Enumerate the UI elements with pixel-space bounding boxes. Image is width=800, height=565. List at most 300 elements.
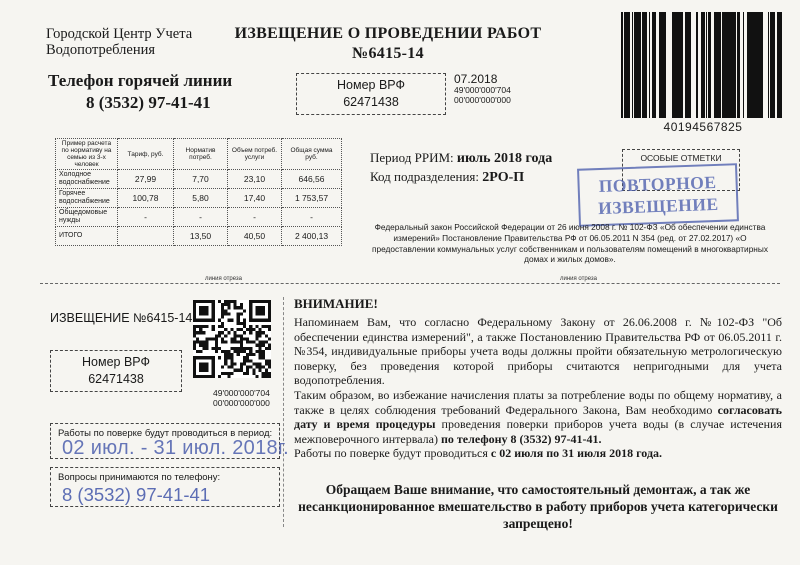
qr-module — [246, 366, 249, 369]
qr-module — [259, 344, 262, 347]
barcode-bar — [743, 12, 744, 118]
qr-module — [255, 366, 258, 369]
qr-module — [237, 312, 240, 315]
qr-module — [196, 337, 199, 340]
qr-module — [212, 325, 215, 328]
qr-module — [265, 325, 268, 328]
table-cell: 27,99 — [118, 170, 174, 189]
qr-module — [246, 372, 249, 375]
table-cell: - — [228, 208, 282, 227]
qr-module — [249, 366, 252, 369]
barcode-bar — [708, 12, 709, 118]
qr-module — [221, 309, 224, 312]
qr-module — [246, 341, 249, 344]
qr-module — [268, 359, 271, 362]
qr-module — [234, 369, 237, 372]
vertical-cut-line — [283, 297, 284, 527]
qr-module — [262, 350, 265, 353]
barcode-bar — [706, 12, 707, 118]
barcode-bar — [714, 12, 717, 118]
table-cell: - — [174, 208, 228, 227]
barcode-bar — [621, 12, 622, 118]
qr-module — [218, 356, 221, 359]
qr-module — [259, 366, 262, 369]
qr-module — [215, 350, 218, 353]
qr-module — [259, 369, 262, 372]
qr-module — [246, 353, 249, 356]
period-label: Период РРИМ: — [370, 150, 454, 165]
qr-module — [221, 316, 224, 319]
qr-module — [249, 328, 252, 331]
qr-module — [230, 372, 233, 375]
barcode-bar — [643, 12, 645, 118]
table-cell: - — [282, 208, 342, 227]
qr-module — [218, 325, 221, 328]
vrf-label: Номер ВРФ — [82, 355, 150, 369]
barcode-bar — [779, 12, 780, 118]
qr-module — [252, 353, 255, 356]
qr-module — [259, 353, 262, 356]
barcode-bar — [777, 12, 779, 118]
qr-module — [221, 325, 224, 328]
barcode-bar — [747, 12, 749, 118]
table-header-cell: Пример расчета по нормативу на семью из 3-х человек — [56, 139, 118, 170]
barcode-bar — [749, 12, 752, 118]
qr-module — [243, 372, 246, 375]
text-bold: с 02 июля по 31 июля 2018 года. — [490, 446, 663, 461]
qr-code-image — [193, 300, 271, 378]
attention-heading: ВНИМАНИЕ! — [294, 296, 378, 311]
barcode-bar — [685, 12, 687, 118]
qr-module — [218, 347, 221, 350]
qr-module — [218, 334, 221, 337]
barcode-bar — [774, 12, 775, 118]
barcode-bar — [690, 12, 691, 118]
qr-module — [240, 341, 243, 344]
vrf-label: Номер ВРФ — [337, 78, 405, 92]
qr-module — [262, 331, 265, 334]
qr-module — [262, 325, 265, 328]
barcode-bar — [722, 12, 723, 118]
table-cell: 13,50 — [174, 227, 228, 246]
qr-module — [224, 300, 227, 303]
qr-module — [212, 328, 215, 331]
qr-module — [202, 325, 205, 328]
table-row — [56, 189, 342, 208]
qr-module — [224, 334, 227, 337]
notice-body-text — [294, 315, 782, 461]
qr-module — [268, 366, 271, 369]
qr-module — [234, 362, 237, 365]
qr-module — [227, 303, 230, 306]
qr-module — [193, 325, 196, 328]
barcode-bar — [664, 12, 666, 118]
barcode-bar — [629, 12, 630, 118]
table-cell: 2 400,13 — [282, 227, 342, 246]
qr-module — [268, 344, 271, 347]
barcode-bar — [636, 12, 638, 118]
qr-module — [268, 372, 271, 375]
qr-module — [265, 334, 268, 337]
qr-module — [268, 347, 271, 350]
qr-module — [259, 362, 262, 365]
qr-module — [265, 362, 268, 365]
barcode-bar — [675, 12, 676, 118]
text-span: Таким образом, во избежание начисления платы за потребление воды по общему нормативу, а также в целях соблюдения требований Федерального Закона, Вам необходимо — [294, 387, 782, 417]
qr-module — [202, 341, 205, 344]
qr-module — [240, 369, 243, 372]
qr-module — [237, 347, 240, 350]
qr-module — [221, 303, 224, 306]
qr-module — [262, 344, 265, 347]
qr-module — [249, 359, 252, 362]
qr-module — [246, 359, 249, 362]
barcode-bar — [756, 12, 758, 118]
works-period-label: Работы по поверке будут проводиться в период: — [58, 428, 273, 439]
qr-module — [268, 325, 271, 328]
qr-module — [262, 356, 265, 359]
qr-module — [252, 341, 255, 344]
period-line — [370, 150, 552, 167]
barcode-bar — [762, 12, 763, 118]
qr-module — [234, 337, 237, 340]
qr-module — [193, 334, 196, 337]
qr-module — [230, 359, 233, 362]
qr-module — [224, 356, 227, 359]
barcode-bar — [720, 12, 721, 118]
qr-module — [265, 369, 268, 372]
qr-module — [202, 344, 205, 347]
account-code-stub — [213, 389, 270, 408]
qr-module — [255, 337, 258, 340]
qr-module — [265, 359, 268, 362]
body-paragraph-2 — [294, 388, 782, 446]
qr-module — [249, 347, 252, 350]
code-line-1: 49'000'000'704 — [213, 388, 270, 398]
qr-module — [196, 341, 199, 344]
qr-module — [193, 344, 196, 347]
qr-module — [243, 325, 246, 328]
qr-module — [193, 328, 196, 331]
qr-module — [237, 306, 240, 309]
qr-module — [246, 369, 249, 372]
qr-module — [234, 303, 237, 306]
barcode-bar — [622, 12, 623, 118]
qr-module — [262, 353, 265, 356]
table-cell: 646,56 — [282, 170, 342, 189]
qr-module — [243, 362, 246, 365]
text-span: Работы по поверке будут проводиться — [294, 446, 491, 461]
repeat-notice-stamp — [577, 163, 739, 227]
qr-module — [259, 328, 262, 331]
qr-module — [259, 350, 262, 353]
qr-module — [255, 362, 258, 365]
qr-module — [237, 322, 240, 325]
department-value: 2РО-П — [482, 170, 525, 185]
qr-module — [212, 337, 215, 340]
qr-module — [224, 341, 227, 344]
barcode-bar — [634, 12, 636, 118]
qr-module — [199, 344, 202, 347]
qr-module — [240, 366, 243, 369]
qr-module — [249, 331, 252, 334]
qr-module — [243, 356, 246, 359]
law-reference: Федеральный закон Российской Федерации от 26 июня 2008 г. № 102-ФЗ «Об обеспечении единства измерений» Постановление Правительства РФ от 06.05.2011 N 354 (ред. от 27.02.2017) «О предоставлении коммунальных услуг собственникам и пользователям помещений в многоквартирных домах и жилых домов». — [371, 222, 768, 265]
barcode-bar — [696, 12, 697, 118]
qr-module — [234, 331, 237, 334]
qr-module — [221, 350, 224, 353]
qr-module — [240, 337, 243, 340]
barcode-bar — [687, 12, 690, 118]
qr-module — [265, 341, 268, 344]
table-cell: 7,70 — [174, 170, 228, 189]
qr-module — [199, 362, 208, 371]
qr-module — [205, 347, 208, 350]
qr-module — [252, 328, 255, 331]
barcode-number: 40194567825 — [663, 120, 743, 134]
qr-module — [202, 347, 205, 350]
barcode-bar — [752, 12, 753, 118]
table-row — [56, 208, 342, 227]
barcode-bar — [674, 12, 675, 118]
qr-module — [224, 328, 227, 331]
cut-line-label: линия отреза — [205, 276, 243, 282]
qr-module — [249, 325, 252, 328]
qr-module — [243, 347, 246, 350]
barcode-bar — [737, 12, 740, 118]
barcode-bar — [655, 12, 656, 118]
qr-module — [259, 356, 262, 359]
qr-module — [262, 375, 265, 378]
qr-module — [255, 344, 258, 347]
qr-module — [237, 369, 240, 372]
qr-module — [255, 306, 264, 315]
qr-module — [193, 331, 196, 334]
qr-module — [199, 328, 202, 331]
qr-module — [221, 372, 224, 375]
barcode-bar — [672, 12, 674, 118]
barcode-bar — [702, 12, 703, 118]
title-line-1: ИЗВЕЩЕНИЕ О ПРОВЕДЕНИИ РАБОТ — [234, 25, 542, 42]
code-line-2: 00'000'000'000 — [454, 94, 511, 105]
qr-module — [237, 350, 240, 353]
qr-module — [224, 372, 227, 375]
barcode-bar — [760, 12, 762, 118]
qr-module — [227, 331, 230, 334]
table-cell: 5,80 — [174, 189, 228, 208]
questions-phone-value: 8 (3532) 97-41-41 — [62, 484, 211, 505]
barcode-bar — [632, 12, 633, 118]
barcode-bar — [661, 12, 663, 118]
vrf-number-box-top — [296, 73, 446, 115]
qr-module — [240, 334, 243, 337]
qr-module — [196, 331, 199, 334]
qr-module — [227, 319, 230, 322]
barcode-bar — [626, 12, 629, 118]
qr-module — [243, 319, 246, 322]
qr-module — [240, 344, 243, 347]
table-cell: ИТОГО — [56, 227, 118, 246]
qr-module — [215, 337, 218, 340]
qr-module — [240, 328, 243, 331]
table-cell — [118, 227, 174, 246]
vrf-value: 62471438 — [343, 95, 399, 109]
qr-module — [237, 353, 240, 356]
qr-module — [243, 331, 246, 334]
code-line-1: 49'000'000'704 — [454, 85, 511, 95]
qr-module — [240, 306, 243, 309]
qr-module — [262, 372, 265, 375]
qr-module — [224, 359, 227, 362]
table-row — [56, 227, 342, 246]
qr-module — [224, 362, 227, 365]
barcode-bar — [701, 12, 702, 118]
qr-module — [218, 300, 221, 303]
qr-module — [243, 359, 246, 362]
qr-module — [230, 319, 233, 322]
qr-module — [230, 341, 233, 344]
barcode-bar — [681, 12, 683, 118]
qr-module — [246, 347, 249, 350]
qr-module — [227, 300, 230, 303]
department-line — [370, 169, 524, 186]
qr-module — [268, 328, 271, 331]
table-cell: - — [118, 208, 174, 227]
qr-module — [262, 366, 265, 369]
qr-module — [259, 347, 262, 350]
qr-module — [227, 366, 230, 369]
qr-module — [221, 322, 224, 325]
barcode-bar — [676, 12, 679, 118]
qr-module — [234, 334, 237, 337]
barcode-bar — [659, 12, 660, 118]
qr-module — [259, 331, 262, 334]
table-cell: Общедомовые нужды — [56, 208, 118, 227]
qr-module — [212, 347, 215, 350]
works-period-dates: 02 июл. - 31 июл. 2018г. — [62, 437, 289, 459]
qr-module — [230, 328, 233, 331]
table-row — [56, 170, 342, 189]
qr-module — [227, 353, 230, 356]
qr-module — [215, 341, 218, 344]
qr-module — [243, 322, 246, 325]
qr-module — [243, 337, 246, 340]
table-cell: Холодное водоснабжение — [56, 170, 118, 189]
qr-module — [205, 325, 208, 328]
qr-module — [215, 344, 218, 347]
qr-module — [240, 312, 243, 315]
qr-module — [234, 300, 237, 303]
qr-module — [259, 341, 262, 344]
qr-module — [230, 347, 233, 350]
qr-module — [230, 337, 233, 340]
qr-module — [234, 341, 237, 344]
qr-module — [237, 316, 240, 319]
qr-module — [215, 334, 218, 337]
account-code-top — [454, 86, 511, 105]
table-cell: 17,40 — [228, 189, 282, 208]
barcode-bar — [780, 12, 781, 118]
qr-module — [240, 350, 243, 353]
barcode-bar — [703, 12, 704, 118]
barcode-bar — [770, 12, 772, 118]
qr-module — [252, 369, 255, 372]
qr-module — [252, 372, 255, 375]
qr-module — [227, 306, 230, 309]
qr-module — [199, 331, 202, 334]
qr-module — [199, 325, 202, 328]
barcode-bar — [717, 12, 718, 118]
qr-module — [227, 372, 230, 375]
qr-module — [224, 303, 227, 306]
qr-module — [230, 366, 233, 369]
qr-module — [196, 350, 199, 353]
qr-module — [249, 341, 252, 344]
qr-module — [227, 375, 230, 378]
barcode-bar — [624, 12, 626, 118]
barcode-bar — [660, 12, 661, 118]
qr-module — [221, 341, 224, 344]
qr-module — [193, 341, 196, 344]
barcode-bar — [654, 12, 655, 118]
vrf-value: 62471438 — [88, 372, 144, 386]
stub-notice-number: ИЗВЕЩЕНИЕ №6415-14 — [50, 311, 193, 325]
qr-module — [268, 375, 271, 378]
qr-module — [199, 350, 202, 353]
department-label: Код подразделения: — [370, 169, 480, 184]
qr-module — [243, 350, 246, 353]
qr-module — [246, 337, 249, 340]
text-bold: согласовать дату и время процедуры — [294, 402, 782, 432]
qr-module — [237, 328, 240, 331]
barcode-bar — [704, 12, 705, 118]
hotline-number: 8 (3532) 97-41-41 — [86, 93, 211, 112]
text-bold: по телефону 8 (3532) 97-41-41. — [441, 431, 602, 446]
vrf-number-box-stub — [50, 350, 182, 392]
table-header-cell: Общая сумма руб. — [282, 139, 342, 170]
qr-module — [224, 309, 227, 312]
qr-module — [224, 350, 227, 353]
code-line-2: 00'000'000'000 — [213, 397, 270, 408]
barcode-bar — [663, 12, 664, 118]
qr-module — [221, 312, 224, 315]
qr-module — [246, 328, 249, 331]
qr-module — [205, 344, 208, 347]
qr-module — [221, 366, 224, 369]
barcode-bar — [709, 12, 710, 118]
barcode-bar — [723, 12, 726, 118]
hotline-label: Телефон горячей линии — [48, 71, 233, 90]
qr-module — [215, 347, 218, 350]
qr-module — [255, 325, 258, 328]
questions-phone-label: Вопросы принимаются по телефону: — [58, 472, 221, 483]
table-header-cell: Норматив потреб. — [174, 139, 228, 170]
period-code: 07.2018 — [454, 72, 498, 86]
barcode-bar — [652, 12, 654, 118]
qr-module — [234, 350, 237, 353]
barcode-bar — [727, 12, 730, 118]
barcode-bar — [753, 12, 756, 118]
cut-line — [40, 283, 780, 284]
barcode-bar — [773, 12, 774, 118]
barcode-bar — [730, 12, 733, 118]
qr-module — [265, 372, 268, 375]
qr-module — [255, 375, 258, 378]
qr-module — [199, 306, 208, 315]
qr-module — [262, 341, 265, 344]
period-value: июль 2018 года — [456, 151, 553, 166]
qr-module — [218, 375, 221, 378]
